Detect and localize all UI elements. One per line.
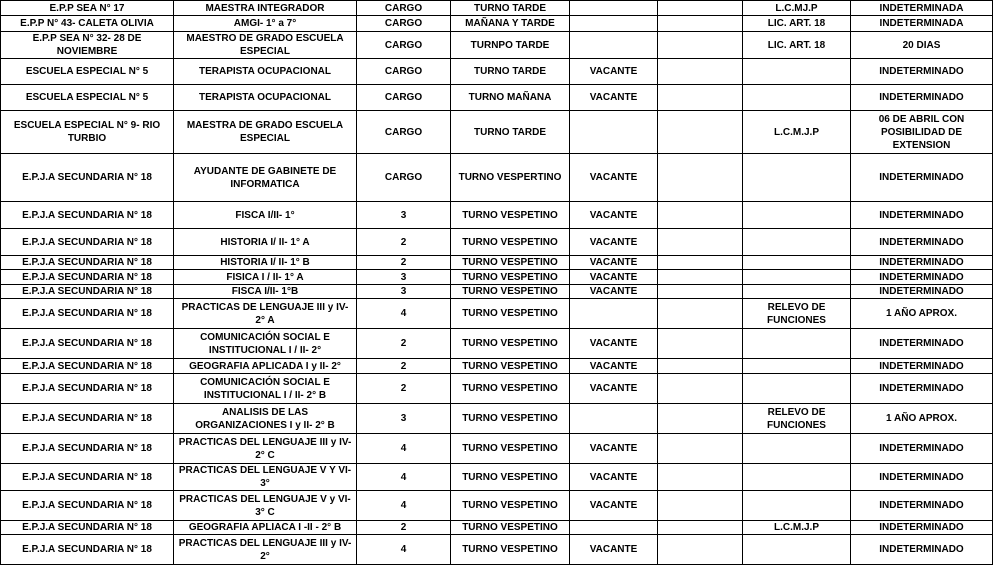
subject-cell: HISTORIA I/ II- 1° A — [174, 229, 357, 256]
school-cell: E.P.P SEA N° 32- 28 DE NOVIEMBRE — [1, 32, 174, 59]
shift-cell: TURNO VESPETINO — [451, 434, 570, 464]
subject-cell: TERAPISTA OCUPACIONAL — [174, 85, 357, 111]
extra-cell — [658, 16, 743, 32]
extra-cell — [658, 270, 743, 285]
table-row — [1, 285, 993, 299]
duration-cell: INDETERMINADO — [851, 256, 993, 270]
subject-cell: PRACTICAS DE LENGUAJE III y IV- 2° A — [174, 299, 357, 329]
reason-cell — [743, 329, 851, 359]
school-cell: ESCUELA ESPECIAL N° 5 — [1, 85, 174, 111]
school-cell: E.P.J.A SECUNDARIA N° 18 — [1, 202, 174, 229]
subject-cell: GEOGRAFIA APLIACA I -II - 2° B — [174, 521, 357, 535]
duration-cell: INDETERMINADO — [851, 285, 993, 299]
reason-cell — [743, 434, 851, 464]
table-row — [1, 154, 993, 202]
school-cell: E.P.J.A SECUNDARIA N° 18 — [1, 256, 174, 270]
table-row — [1, 491, 993, 521]
shift-cell: TURNO VESPETINO — [451, 521, 570, 535]
extra-cell — [658, 1, 743, 16]
hours-cell: 3 — [357, 270, 451, 285]
hours-cell: 2 — [357, 229, 451, 256]
vacancy-cell: VACANTE — [570, 374, 658, 404]
hours-cell: 4 — [357, 464, 451, 491]
extra-cell — [658, 491, 743, 521]
vacancy-cell: VACANTE — [570, 535, 658, 565]
extra-cell — [658, 202, 743, 229]
subject-cell: PRACTICAS DEL LENGUAJE III y IV- 2° — [174, 535, 357, 565]
subject-cell: MAESTRA INTEGRADOR — [174, 1, 357, 16]
reason-cell — [743, 256, 851, 270]
vacancy-cell — [570, 111, 658, 154]
school-cell: E.P.J.A SECUNDARIA N° 18 — [1, 329, 174, 359]
reason-cell — [743, 535, 851, 565]
hours-cell: 2 — [357, 521, 451, 535]
subject-cell: FISCA I/II- 1°B — [174, 285, 357, 299]
vacancy-cell: VACANTE — [570, 229, 658, 256]
shift-cell: TURNO VESPETINO — [451, 229, 570, 256]
vacancy-cell — [570, 32, 658, 59]
table-body — [1, 1, 993, 565]
vacancy-cell — [570, 299, 658, 329]
hours-cell: CARGO — [357, 32, 451, 59]
hours-cell: 4 — [357, 434, 451, 464]
subject-cell: HISTORIA I/ II- 1° B — [174, 256, 357, 270]
hours-cell: 4 — [357, 535, 451, 565]
table-row — [1, 374, 993, 404]
hours-cell: CARGO — [357, 154, 451, 202]
reason-cell — [743, 59, 851, 85]
hours-cell: 3 — [357, 404, 451, 434]
duration-cell: 20 DIAS — [851, 32, 993, 59]
vacancy-cell: VACANTE — [570, 59, 658, 85]
shift-cell: TURNO VESPERTINO — [451, 154, 570, 202]
extra-cell — [658, 229, 743, 256]
subject-cell: MAESTRO DE GRADO ESCUELA ESPECIAL — [174, 32, 357, 59]
subject-cell: PRACTICAS DEL LENGUAJE V Y VI- 3° — [174, 464, 357, 491]
subject-cell: TERAPISTA OCUPACIONAL — [174, 59, 357, 85]
vacancy-cell: VACANTE — [570, 256, 658, 270]
hours-cell: 2 — [357, 374, 451, 404]
extra-cell — [658, 32, 743, 59]
extra-cell — [658, 59, 743, 85]
subject-cell: FISCA I/II- 1° — [174, 202, 357, 229]
school-cell: E.P.J.A SECUNDARIA N° 18 — [1, 229, 174, 256]
reason-cell: LIC. ART. 18 — [743, 16, 851, 32]
extra-cell — [658, 434, 743, 464]
vacancy-cell — [570, 404, 658, 434]
hours-cell: CARGO — [357, 16, 451, 32]
duration-cell: INDETERMINADO — [851, 85, 993, 111]
extra-cell — [658, 154, 743, 202]
table-row — [1, 299, 993, 329]
shift-cell: TURNO VESPETINO — [451, 256, 570, 270]
reason-cell: L.C.MJ.P — [743, 1, 851, 16]
table-row — [1, 59, 993, 85]
table-row — [1, 535, 993, 565]
school-cell: E.P.P SEA N° 17 — [1, 1, 174, 16]
shift-cell: TURNO VESPETINO — [451, 329, 570, 359]
hours-cell: 3 — [357, 285, 451, 299]
duration-cell: INDETERMINADA — [851, 16, 993, 32]
subject-cell: AYUDANTE DE GABINETE DE INFORMATICA — [174, 154, 357, 202]
duration-cell: INDETERMINADO — [851, 434, 993, 464]
table-row — [1, 1, 993, 16]
extra-cell — [658, 404, 743, 434]
school-cell: E.P.J.A SECUNDARIA N° 18 — [1, 299, 174, 329]
table-row — [1, 16, 993, 32]
shift-cell: TURNO VESPETINO — [451, 202, 570, 229]
vacancy-cell: VACANTE — [570, 491, 658, 521]
table-row — [1, 256, 993, 270]
duration-cell: INDETERMINADO — [851, 464, 993, 491]
extra-cell — [658, 464, 743, 491]
reason-cell: RELEVO DE FUNCIONES — [743, 299, 851, 329]
duration-cell: INDETERMINADA — [851, 1, 993, 16]
school-cell: E.P.J.A SECUNDARIA N° 18 — [1, 285, 174, 299]
table-row — [1, 85, 993, 111]
extra-cell — [658, 285, 743, 299]
extra-cell — [658, 85, 743, 111]
school-cell: E.P.J.A SECUNDARIA N° 18 — [1, 270, 174, 285]
shift-cell: TURNO MAÑANA — [451, 85, 570, 111]
subject-cell: PRACTICAS DEL LENGUAJE V y VI- 3° C — [174, 491, 357, 521]
duration-cell: INDETERMINADO — [851, 491, 993, 521]
hours-cell: CARGO — [357, 1, 451, 16]
vacancy-cell: VACANTE — [570, 270, 658, 285]
school-cell: E.P.J.A SECUNDARIA N° 18 — [1, 491, 174, 521]
subject-cell: ANALISIS DE LAS ORGANIZACIONES I y II- 2° B — [174, 404, 357, 434]
table-row — [1, 404, 993, 434]
subject-cell: FISICA I / II- 1° A — [174, 270, 357, 285]
hours-cell: 2 — [357, 329, 451, 359]
hours-cell: 3 — [357, 202, 451, 229]
shift-cell: TURNO TARDE — [451, 59, 570, 85]
hours-cell: 2 — [357, 359, 451, 374]
school-cell: ESCUELA ESPECIAL N° 9- RIO TURBIO — [1, 111, 174, 154]
reason-cell — [743, 359, 851, 374]
reason-cell — [743, 374, 851, 404]
hours-cell: 4 — [357, 491, 451, 521]
subject-cell: PRACTICAS DEL LENGUAJE III y IV- 2° C — [174, 434, 357, 464]
school-cell: E.P.J.A SECUNDARIA N° 18 — [1, 464, 174, 491]
duration-cell: INDETERMINADO — [851, 202, 993, 229]
table-row — [1, 270, 993, 285]
vacancy-cell: VACANTE — [570, 434, 658, 464]
vacancy-cell: VACANTE — [570, 285, 658, 299]
table-row — [1, 359, 993, 374]
shift-cell: TURNO VESPETINO — [451, 285, 570, 299]
duration-cell: INDETERMINADO — [851, 535, 993, 565]
table-row — [1, 464, 993, 491]
shift-cell: TURNO VESPETINO — [451, 464, 570, 491]
school-cell: E.P.P N° 43- CALETA OLIVIA — [1, 16, 174, 32]
extra-cell — [658, 111, 743, 154]
extra-cell — [658, 329, 743, 359]
vacancy-cell: VACANTE — [570, 202, 658, 229]
reason-cell — [743, 464, 851, 491]
vacancy-cell: VACANTE — [570, 329, 658, 359]
extra-cell — [658, 359, 743, 374]
duration-cell: INDETERMINADO — [851, 59, 993, 85]
hours-cell: CARGO — [357, 111, 451, 154]
subject-cell: AMGI- 1° a 7° — [174, 16, 357, 32]
table-row — [1, 329, 993, 359]
reason-cell — [743, 491, 851, 521]
hours-cell: CARGO — [357, 59, 451, 85]
subject-cell: GEOGRAFIA APLICADA I y II- 2° — [174, 359, 357, 374]
extra-cell — [658, 521, 743, 535]
extra-cell — [658, 299, 743, 329]
duration-cell: INDETERMINADO — [851, 521, 993, 535]
shift-cell: TURNO VESPETINO — [451, 359, 570, 374]
reason-cell: LIC. ART. 18 — [743, 32, 851, 59]
duration-cell: 1 AÑO APROX. — [851, 404, 993, 434]
school-cell: E.P.J.A SECUNDARIA N° 18 — [1, 154, 174, 202]
duration-cell: INDETERMINADO — [851, 270, 993, 285]
reason-cell: L.C.M.J.P — [743, 521, 851, 535]
table-row — [1, 229, 993, 256]
reason-cell: RELEVO DE FUNCIONES — [743, 404, 851, 434]
shift-cell: MAÑANA Y TARDE — [451, 16, 570, 32]
shift-cell: TURNO VESPETINO — [451, 535, 570, 565]
vacancy-cell — [570, 521, 658, 535]
school-cell: E.P.J.A SECUNDARIA N° 18 — [1, 434, 174, 464]
duration-cell: INDETERMINADO — [851, 329, 993, 359]
reason-cell: L.C.M.J.P — [743, 111, 851, 154]
table-row — [1, 32, 993, 59]
table-row — [1, 521, 993, 535]
reason-cell — [743, 202, 851, 229]
vacancy-cell: VACANTE — [570, 359, 658, 374]
vacancy-cell — [570, 16, 658, 32]
duration-cell: INDETERMINADO — [851, 154, 993, 202]
shift-cell: TURNPO TARDE — [451, 32, 570, 59]
school-cell: E.P.J.A SECUNDARIA N° 18 — [1, 521, 174, 535]
shift-cell: TURNO TARDE — [451, 111, 570, 154]
shift-cell: TURNO VESPETINO — [451, 491, 570, 521]
shift-cell: TURNO VESPETINO — [451, 270, 570, 285]
extra-cell — [658, 256, 743, 270]
hours-cell: 4 — [357, 299, 451, 329]
table-row — [1, 111, 993, 154]
school-cell: E.P.J.A SECUNDARIA N° 18 — [1, 535, 174, 565]
reason-cell — [743, 285, 851, 299]
table-row — [1, 434, 993, 464]
duration-cell: INDETERMINADO — [851, 229, 993, 256]
school-cell: ESCUELA ESPECIAL N° 5 — [1, 59, 174, 85]
extra-cell — [658, 374, 743, 404]
duration-cell: 1 AÑO APROX. — [851, 299, 993, 329]
reason-cell — [743, 229, 851, 256]
shift-cell: TURNO VESPETINO — [451, 299, 570, 329]
vacancy-cell: VACANTE — [570, 85, 658, 111]
vacancy-cell: VACANTE — [570, 154, 658, 202]
school-cell: E.P.J.A SECUNDARIA N° 18 — [1, 404, 174, 434]
reason-cell — [743, 85, 851, 111]
duration-cell: INDETERMINADO — [851, 359, 993, 374]
reason-cell — [743, 270, 851, 285]
school-cell: E.P.J.A SECUNDARIA N° 18 — [1, 374, 174, 404]
vacancy-cell — [570, 1, 658, 16]
shift-cell: TURNO VESPETINO — [451, 374, 570, 404]
school-cell: E.P.J.A SECUNDARIA N° 18 — [1, 359, 174, 374]
reason-cell — [743, 154, 851, 202]
shift-cell: TURNO TARDE — [451, 1, 570, 16]
extra-cell — [658, 535, 743, 565]
subject-cell: COMUNICACIÓN SOCIAL E INSTITUCIONAL I / II- 2° B — [174, 374, 357, 404]
duration-cell: 06 DE ABRIL CON POSIBILIDAD DE EXTENSION — [851, 111, 993, 154]
duration-cell: INDETERMINADO — [851, 374, 993, 404]
hours-cell: CARGO — [357, 85, 451, 111]
subject-cell: MAESTRA DE GRADO ESCUELA ESPECIAL — [174, 111, 357, 154]
shift-cell: TURNO VESPETINO — [451, 404, 570, 434]
table-row — [1, 202, 993, 229]
subject-cell: COMUNICACIÓN SOCIAL E INSTITUCIONAL I / II- 2° — [174, 329, 357, 359]
vacancy-cell: VACANTE — [570, 464, 658, 491]
hours-cell: 2 — [357, 256, 451, 270]
